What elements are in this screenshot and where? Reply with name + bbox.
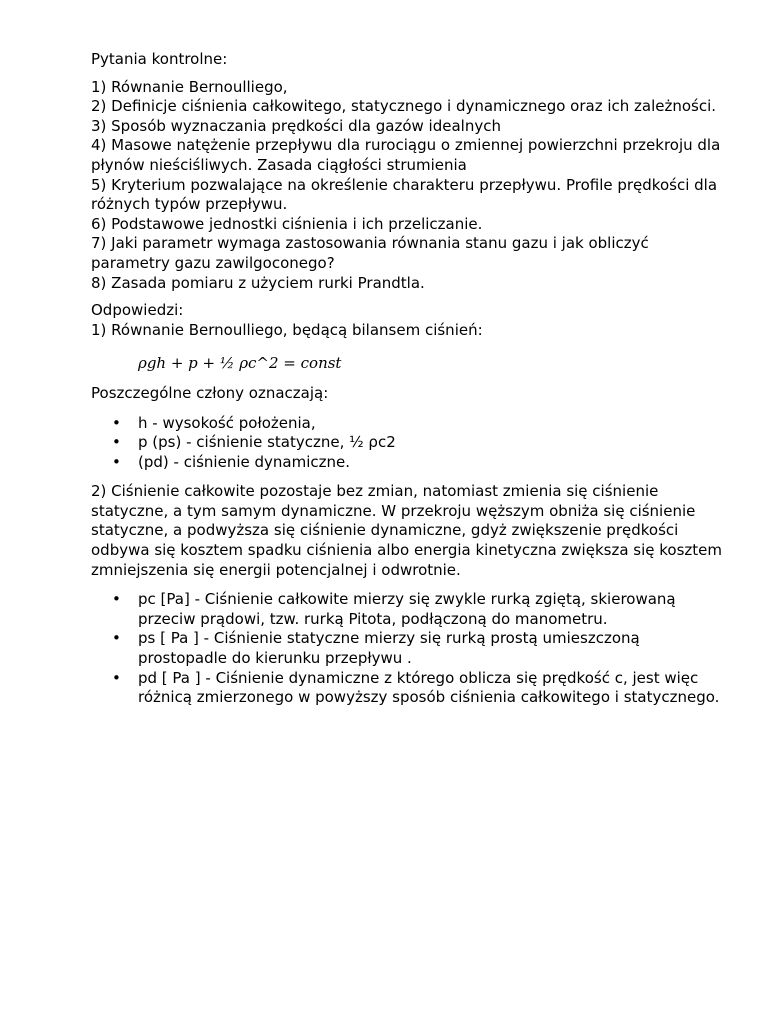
question-3: 3) Sposób wyznaczania prędkości dla gazów idealnych <box>91 116 501 135</box>
list-item <box>91 590 728 629</box>
pressure-text: ps [ Pa ] - Ciśnienie statyczne mierzy się rurką prostą umieszczoną prostopadle do kierunku przepływu . <box>138 629 640 668</box>
question-5: 5) Kryterium pozwalające na określenie charakteru przepływu. Profile prędkości dla różnych typów przepływu. <box>91 175 718 214</box>
pressures-list <box>91 590 728 708</box>
answer-1-intro: 1) Równanie Bernoulliego, będącą bilansem ciśnień: <box>91 320 483 339</box>
bullet-icon: • <box>112 629 121 648</box>
bullet-icon: • <box>112 590 121 609</box>
term-text: p (ps) - ciśnienie statyczne, ½ ρc2 <box>138 433 396 452</box>
terms-list <box>91 414 728 473</box>
bullet-icon: • <box>112 452 121 471</box>
list-item <box>91 669 728 708</box>
terms-heading: Poszczególne człony oznaczają: <box>91 383 329 402</box>
pressure-text: pc [Pa] - Ciśnienie całkowite mierzy się zwykle rurką zgiętą, skierowaną przeciw prądowi, tzw. rurką Pitota, podłączoną do manometru. <box>138 590 676 628</box>
question-6: 6) Podstawowe jednostki ciśnienia i ich przeliczanie. <box>91 214 483 233</box>
question-7: 7) Jaki parametr wymaga zastosowania równania stanu gazu i jak obliczyć parametry gazu zawilgoconego? <box>91 234 649 272</box>
term-text: h - wysokość położenia, <box>138 413 316 432</box>
bullet-icon: • <box>112 433 121 452</box>
question-8: 8) Zasada pomiaru z użyciem rurki Prandtla. <box>91 273 425 292</box>
section-heading-answers: Odpowiedzi: <box>91 301 184 320</box>
questions-list <box>91 78 728 294</box>
question-2: 2) Definicje ciśnienia całkowitego, statycznego i dynamicznego oraz ich zależności. <box>91 97 717 116</box>
pressure-text: pd [ Pa ] - Ciśnienie dynamiczne z którego oblicza się prędkość c, jest więc różnicą zmierzonego w powyższy sposób ciśnienia całkowitego i statycznego. <box>138 668 720 707</box>
term-text: (pd) - ciśnienie dynamiczne. <box>138 452 350 471</box>
question-4: 4) Masowe natężenie przepływu dla rurociągu o zmiennej powierzchni przekroju dla płynów nieściśliwych. Zasada ciągłości strumienia <box>91 136 721 174</box>
section-heading-questions: Pytania kontrolne: <box>91 50 228 68</box>
bullet-icon: • <box>112 413 121 432</box>
list-item <box>91 629 728 668</box>
question-1: 1) Równanie Bernoulliego, <box>91 77 288 96</box>
list-item <box>91 433 728 453</box>
answer-2-paragraph: 2) Ciśnienie całkowite pozostaje bez zmian, natomiast zmienia się ciśnienie statyczne, a tym samym dynamiczne. W przekroju węższym obniża się ciśnienie statyczne, a podwyższa się ciśnienie dynamiczne, gdyż zwiększenie prędkości odbywa się kosztem spadku ciśnienia albo energia kinetyczna zwiększa się kosztem zmniejszenia się energii potencjalnej i odwrotnie. <box>91 482 722 579</box>
list-item <box>91 414 728 434</box>
bernoulli-formula: ρgh + p + ½ ρc^2 = const <box>138 354 342 373</box>
bullet-icon: • <box>112 668 121 687</box>
list-item <box>91 453 728 473</box>
